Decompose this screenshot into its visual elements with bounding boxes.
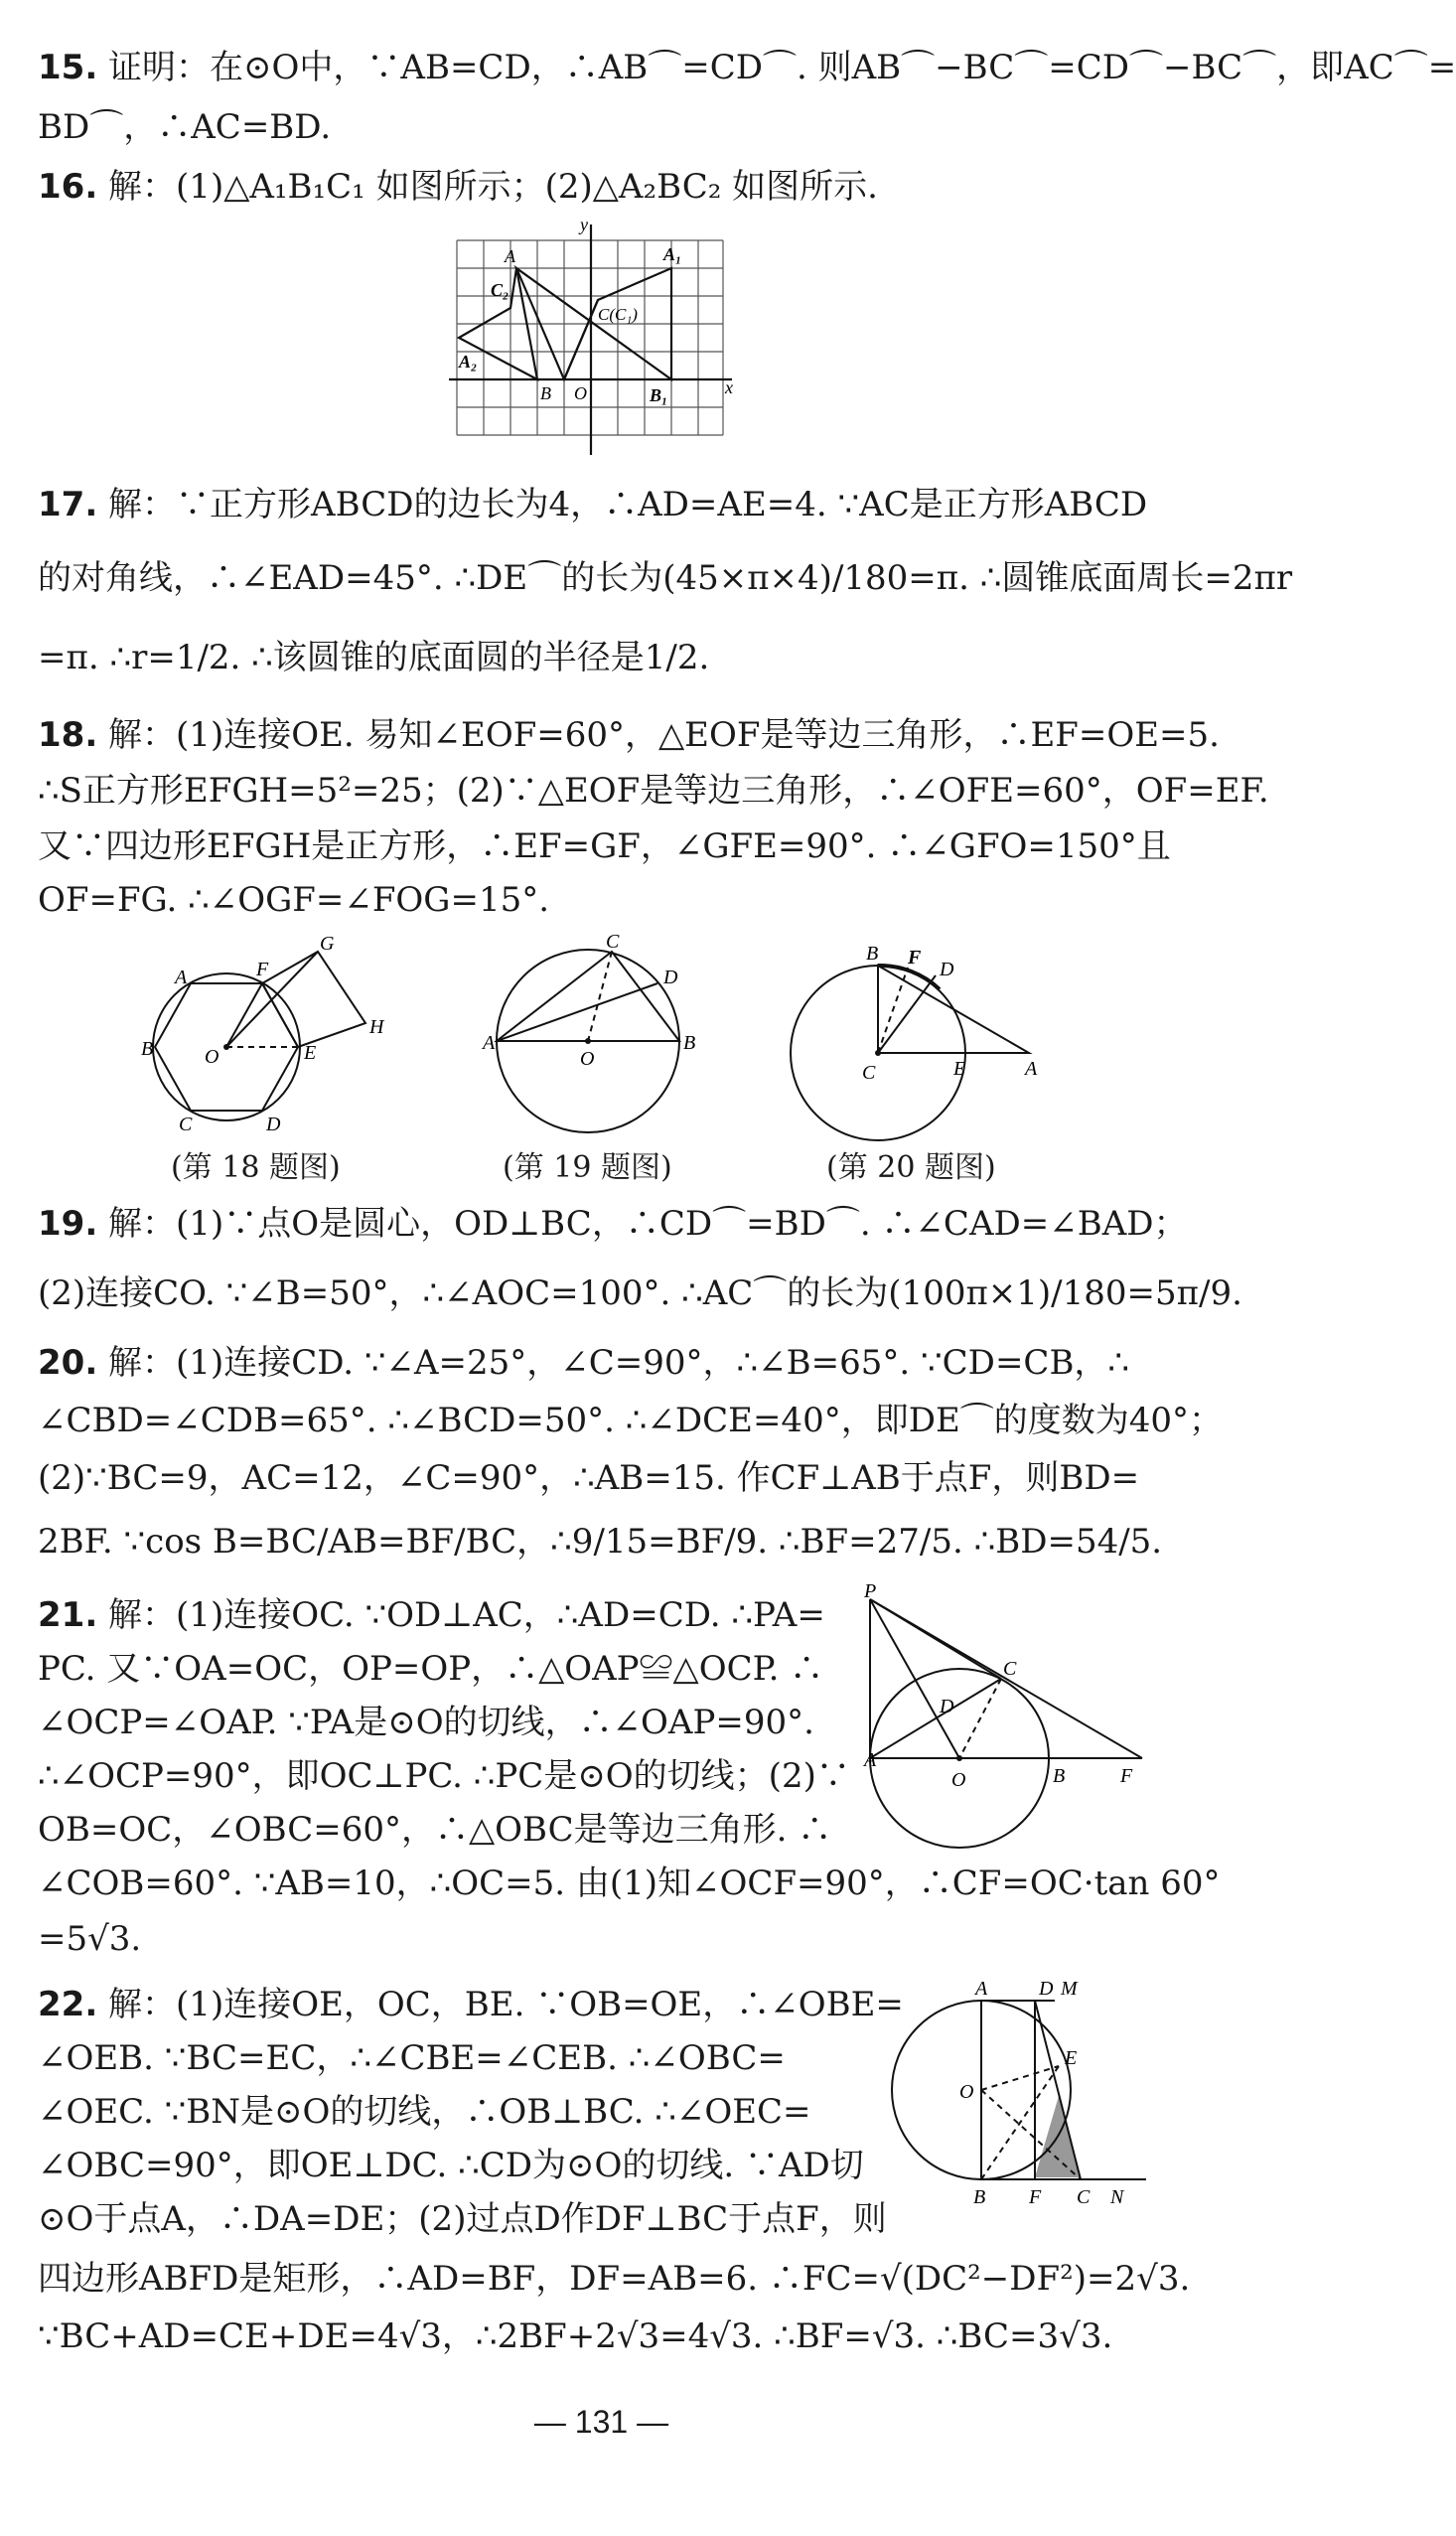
fig21-label-d: D — [940, 1696, 954, 1717]
figure-20-caption: (第 20 题图) — [826, 1150, 996, 1185]
answer-17-line-3: =π. ∴r=1/2. ∴该圆锥的底面圆的半径是1/2. — [38, 638, 710, 677]
fig22-label-d: D — [1039, 1978, 1054, 2000]
fig19-label-o: O — [580, 1048, 595, 1070]
answer-15-line-2: BD⌒，∴AC=BD. — [38, 107, 332, 147]
answer-22-line-7: ∵BC+AD=CE+DE=4√3，∴2BF+2√3=4√3. ∴BF=√3. ∴BC=3√3. — [38, 2316, 1113, 2356]
answer-22-line-5: ⊙O于点A，∴DA=DE；(2)过点D作DF⊥BC于点F，则 — [38, 2199, 887, 2239]
figure-20 — [791, 934, 1069, 1132]
fig19-label-b: B — [683, 1032, 696, 1054]
fig16-label-b1: B₁ — [650, 385, 668, 405]
answer-22-line-4: ∠OBC=90°，即OE⊥DC. ∴CD为⊙O的切线. ∵AD切 — [38, 2146, 864, 2185]
fig21-label-c: C — [1003, 1658, 1017, 1680]
fig16-label-b: B — [540, 383, 551, 403]
fig21-label-o: O — [951, 1769, 966, 1791]
figure-18-caption: (第 18 题图) — [171, 1150, 341, 1185]
fig22-label-e: E — [1065, 2047, 1078, 2069]
answer-18-line-3: 又∵四边形EFGH是正方形，∴EF=GF，∠GFE=90°. ∴∠GFO=150°且 — [38, 826, 1171, 866]
fig19-label-a: A — [483, 1032, 496, 1054]
page-number: — 131 — — [533, 2404, 669, 2440]
answer-20-line-3: (2)∵BC=9，AC=12，∠C=90°，∴AB=15. 作CF⊥AB于点F，则BD= — [38, 1458, 1140, 1498]
figure-19 — [483, 931, 711, 1132]
fig21-label-p: P — [864, 1580, 877, 1602]
answer-15-line-1: 15. 证明：在⊙O中，∵AB=CD，∴AB⌒=CD⌒. 则AB⌒−BC⌒=CD⌒−BC⌒，即AC⌒= — [38, 48, 1456, 87]
fig20-label-e: E — [953, 1058, 966, 1080]
fig22-label-n: N — [1110, 2186, 1124, 2208]
answer-21-line-2: PC. 又∵OA=OC，OP=OP，∴△OAP≌△OCP. ∴ — [38, 1649, 824, 1689]
fig18-label-d: D — [266, 1114, 281, 1135]
fig18-label-e: E — [304, 1042, 317, 1064]
fig16-label-y: y — [580, 215, 588, 234]
fig19-label-d: D — [663, 967, 678, 988]
answer-20-line-1: 20. 解：(1)连接CD. ∵∠A=25°，∠C=90°，∴∠B=65°. ∵CD=CB，∴ — [38, 1343, 1130, 1383]
answer-20-line-2: ∠CBD=∠CDB=65°. ∴∠BCD=50°. ∴∠DCE=40°，即DE⌒的度数为40°； — [38, 1401, 1224, 1440]
fig18-label-f: F — [256, 959, 269, 980]
fig16-label-c: C(C₁) — [598, 305, 638, 324]
fig16-label-x: x — [725, 377, 733, 397]
answer-21-line-1: 21. 解：(1)连接OC. ∵OD⊥AC，∴AD=CD. ∴PA= — [38, 1595, 825, 1635]
answer-19-line-1: 19. 解：(1)∵点O是圆心，OD⊥BC，∴CD⌒=BD⌒. ∴∠CAD=∠BAD； — [38, 1204, 1188, 1244]
answer-17-line-1: 17. 解：∵正方形ABCD的边长为4，∴AD=AE=4. ∵AC是正方形ABCD — [38, 485, 1148, 524]
fig22-label-a: A — [975, 1978, 988, 2000]
fig21-label-b: B — [1053, 1765, 1066, 1787]
fig16-label-o: O — [574, 383, 587, 403]
answer-21-line-4: ∴∠OCP=90°，即OC⊥PC. ∴PC是⊙O的切线；(2)∵ — [38, 1756, 850, 1796]
fig18-label-c: C — [179, 1114, 193, 1135]
figure-19-caption: (第 19 题图) — [503, 1150, 672, 1185]
answer-16-line-1: 16. 解：(1)△A₁B₁C₁ 如图所示；(2)△A₂BC₂ 如图所示. — [38, 167, 878, 207]
answer-20-line-4: 2BF. ∵cos B=BC/AB=BF/BC，∴9/15=BF/9. ∴BF=27/5. ∴BD=54/5. — [38, 1522, 1163, 1562]
fig22-label-m: M — [1061, 1978, 1078, 2000]
fig21-label-f: F — [1120, 1765, 1133, 1787]
answer-18-line-4: OF=FG. ∴∠OGF=∠FOG=15°. — [38, 880, 550, 920]
answer-21-line-7: =5√3. — [38, 1919, 142, 1959]
fig22-label-o: O — [959, 2081, 974, 2103]
fig20-label-a: A — [1025, 1058, 1038, 1080]
figure-16-grid — [449, 217, 737, 455]
fig20-label-c: C — [862, 1062, 876, 1084]
answer-22-line-1: 22. 解：(1)连接OE，OC，BE. ∵OB=OE，∴∠OBE= — [38, 1985, 904, 2024]
fig16-label-a2: A₂ — [459, 352, 478, 372]
fig16-label-a1: A₁ — [663, 244, 682, 264]
answer-22-line-2: ∠OEB. ∵BC=EC，∴∠CBE=∠CEB. ∴∠OBC= — [38, 2038, 786, 2078]
answer-22-line-3: ∠OEC. ∵BN是⊙O的切线，∴OB⊥BC. ∴∠OEC= — [38, 2092, 811, 2132]
fig18-label-b: B — [141, 1038, 154, 1060]
fig20-label-d: D — [940, 959, 954, 980]
figure-22 — [890, 1979, 1158, 2217]
fig20-label-b: B — [866, 943, 879, 965]
answer-22-line-6: 四边形ABFD是矩形，∴AD=BF，DF=AB=6. ∴FC=√(DC²−DF²)=2√3. — [38, 2259, 1191, 2299]
fig16-label-c2: C₂ — [491, 280, 510, 300]
answer-17-line-2: 的对角线，∴∠EAD=45°. ∴DE⌒的长为(45×π×4)/180=π. ∴圆锥底面周长=2πr — [38, 558, 1293, 598]
fig21-label-a: A — [864, 1749, 877, 1771]
answer-19-line-2: (2)连接CO. ∵∠B=50°，∴∠AOC=100°. ∴AC⌒的长为(100π×1)/180=5π/9. — [38, 1273, 1242, 1313]
fig20-label-f: F — [908, 947, 922, 969]
figure-18 — [139, 933, 387, 1135]
answer-18-line-2: ∴S正方形EFGH=5²=25；(2)∵△EOF是等边三角形，∴∠OFE=60°，OF=EF. — [38, 771, 1269, 811]
fig18-label-o: O — [205, 1046, 219, 1068]
fig18-label-h: H — [369, 1016, 384, 1038]
answer-21-line-6: ∠COB=60°. ∵AB=10，∴OC=5. 由(1)知∠OCF=90°，∴CF=OC·tan 60° — [38, 1864, 1221, 1903]
fig18-label-g: G — [320, 933, 335, 955]
fig22-label-b: B — [973, 2186, 986, 2208]
figure-21 — [864, 1580, 1152, 1846]
fig22-label-f: F — [1029, 2186, 1042, 2208]
fig19-label-c: C — [606, 931, 620, 953]
answer-21-line-3: ∠OCP=∠OAP. ∵PA是⊙O的切线，∴∠OAP=90°. — [38, 1703, 814, 1742]
answer-18-line-1: 18. 解：(1)连接OE. 易知∠EOF=60°，△EOF是等边三角形，∴EF=OE=5. — [38, 715, 1220, 755]
fig18-label-a: A — [175, 967, 188, 988]
answer-21-line-5: OB=OC，∠OBC=60°，∴△OBC是等边三角形. ∴ — [38, 1810, 832, 1850]
fig22-label-c: C — [1077, 2186, 1091, 2208]
fig16-label-a: A — [505, 246, 515, 266]
